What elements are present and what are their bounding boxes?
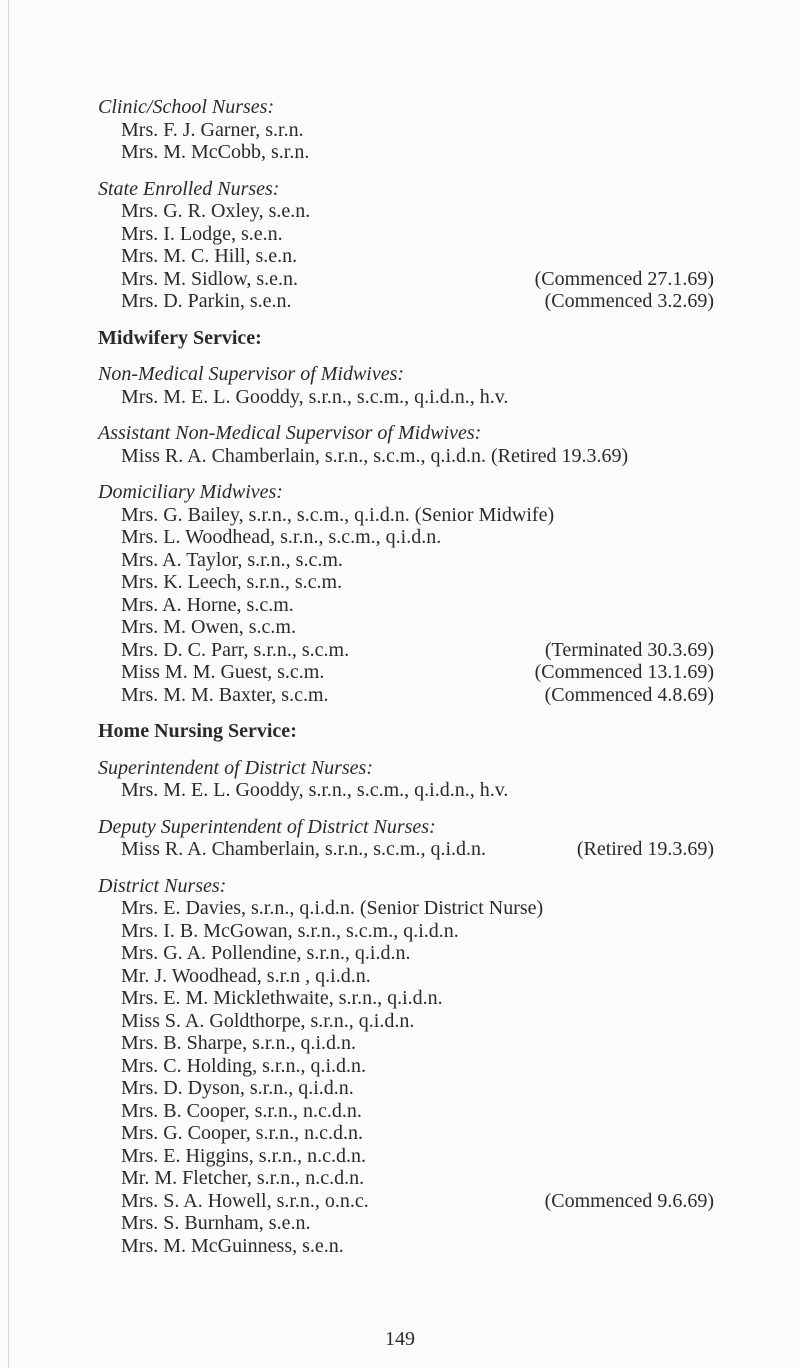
staff-name: Mrs. E. M. Micklethwaite, s.r.n., q.i.d.n. [121,987,443,1009]
staff-name: Mrs. B. Cooper, s.r.n., n.c.d.n. [121,1099,362,1122]
staff-name: Mrs. M. Owen, s.c.m. [121,616,296,638]
staff-name: Mr. J. Woodhead, s.r.n , q.i.d.n. [121,964,371,987]
scan-edge-line [8,0,9,1368]
subtitle-deputy-superintendent: Deputy Superintendent of District Nurses: [98,815,436,838]
staff-name: Mrs. C. Holding, s.r.n., q.i.d.n. [121,1054,367,1077]
staff-name: Mrs. M. McCobb, s.r.n. [121,141,310,163]
staff-row [98,838,714,861]
staff-name: Miss M. M. Guest, s.c.m. [121,661,325,683]
staff-name: Mr. M. Fletcher, s.r.n., n.c.d.n. [121,1167,365,1189]
staff-name: Mrs. M. M. Baxter, s.c.m. [121,683,329,706]
staff-row [98,661,714,684]
staff-name: Mrs. L. Woodhead, s.r.n., s.c.m., q.i.d.n. [121,526,442,548]
staff-name: Mrs. K. Leech, s.r.n., s.c.m. [121,571,343,593]
staff-name: Miss S. A. Goldthorpe, s.r.n., q.i.d.n. [121,1009,415,1032]
staff-note: (Commenced 13.1.69) [534,661,714,683]
staff-row [98,1100,714,1123]
staff-row [98,245,714,268]
staff-note: (Terminated 30.3.69) [544,638,714,661]
staff-note: (Retired 19.3.69) [576,838,714,860]
staff-row [98,1032,714,1055]
staff-name: Mrs. B. Sharpe, s.r.n., q.i.d.n. [121,1032,356,1054]
staff-row [98,1145,714,1168]
subtitle-superintendent: Superintendent of District Nurses: [98,756,373,779]
staff-name: Miss R. A. Chamberlain, s.r.n., s.c.m., q.i.d.n. (Retired 19.3.69) [121,444,629,467]
staff-name: Mrs. D. C. Parr, s.r.n., s.c.m. [121,638,350,661]
staff-row [98,920,714,943]
section-subtitle-state-enrolled: State Enrolled Nurses: [98,177,280,200]
staff-name: Mrs. G. Bailey, s.r.n., s.c.m., q.i.d.n. (Senior Midwife) [121,503,555,526]
staff-row [98,1212,714,1235]
staff-name: Mrs. G. Cooper, s.r.n., n.c.d.n. [121,1122,363,1144]
staff-row [98,1010,714,1033]
staff-name: Mrs. M. E. L. Gooddy, s.r.n., s.c.m., q.i.d.n., h.v. [121,385,509,408]
staff-row [98,1055,714,1078]
staff-name: Mrs. A. Horne, s.c.m. [121,593,294,616]
staff-name: Mrs. D. Parkin, s.e.n. [121,290,292,312]
staff-row [98,684,714,707]
staff-name: Mrs. E. Davies, s.r.n., q.i.d.n. (Senior District Nurse) [121,897,544,919]
staff-row [98,1122,714,1145]
staff-row [98,965,714,988]
staff-row [98,445,714,468]
page-number: 149 [385,1328,415,1350]
section-heading-home-nursing: Home Nursing Service: [98,720,297,742]
staff-name: Mrs. S. Burnham, s.e.n. [121,1212,311,1234]
staff-name: Mrs. M. C. Hill, s.e.n. [121,245,298,267]
staff-note: (Commenced 4.8.69) [544,683,714,706]
staff-note: (Commenced 3.2.69) [544,290,714,312]
staff-row [98,616,714,639]
staff-row [98,1167,714,1190]
staff-row [98,942,714,965]
staff-name: Mrs. E. Higgins, s.r.n., n.c.d.n. [121,1144,366,1167]
clinic-school-list [98,119,714,164]
staff-row [98,549,714,572]
staff-row [98,268,714,291]
domiciliary-list [98,504,714,707]
subtitle-domiciliary-midwives: Domiciliary Midwives: [98,481,283,503]
staff-row [98,200,714,223]
staff-name: Mrs. M. E. L. Gooddy, s.r.n., s.c.m., q.i.d.n., h.v. [121,779,509,801]
subtitle-assistant-supervisor: Assistant Non-Medical Supervisor of Midwives: [98,422,482,444]
staff-row [98,594,714,617]
staff-name: Mrs. S. A. Howell, s.r.n., o.n.c. [121,1189,369,1212]
document-page [98,96,714,1257]
staff-row [98,1235,714,1258]
staff-name: Mrs. I. Lodge, s.e.n. [121,222,283,245]
staff-row [98,987,714,1010]
staff-row [98,639,714,662]
state-enrolled-list [98,200,714,313]
staff-row [98,223,714,246]
staff-note: (Commenced 27.1.69) [534,267,714,290]
staff-row [98,119,714,142]
district-list [98,897,714,1257]
staff-row [98,504,714,527]
staff-row [98,386,714,409]
staff-note: (Commenced 9.6.69) [544,1189,714,1212]
staff-row [98,779,714,802]
staff-name: Mrs. M. Sidlow, s.e.n. [121,267,299,290]
staff-name: Mrs. G. R. Oxley, s.e.n. [121,200,311,222]
staff-row [98,1077,714,1100]
staff-name: Mrs. G. A. Pollendine, s.r.n., q.i.d.n. [121,942,411,964]
section-heading-midwifery: Midwifery Service: [98,326,262,349]
staff-row [98,526,714,549]
staff-name: Mrs. D. Dyson, s.r.n., q.i.d.n. [121,1077,354,1099]
staff-row [98,1190,714,1213]
subtitle-supervisor: Non-Medical Supervisor of Midwives: [98,363,405,385]
staff-row [98,290,714,313]
staff-name: Mrs. F. J. Garner, s.r.n. [121,118,304,141]
staff-name: Mrs. I. B. McGowan, s.r.n., s.c.m., q.i.d.n. [121,919,459,942]
staff-row [98,571,714,594]
section-subtitle-clinic-school: Clinic/School Nurses: [98,96,275,118]
staff-name: Mrs. M. McGuinness, s.e.n. [121,1234,344,1257]
staff-name: Miss R. A. Chamberlain, s.r.n., s.c.m., q.i.d.n. [121,838,486,860]
staff-row [98,897,714,920]
subtitle-district-nurses: District Nurses: [98,874,227,897]
staff-row [98,141,714,164]
staff-name: Mrs. A. Taylor, s.r.n., s.c.m. [121,548,343,571]
